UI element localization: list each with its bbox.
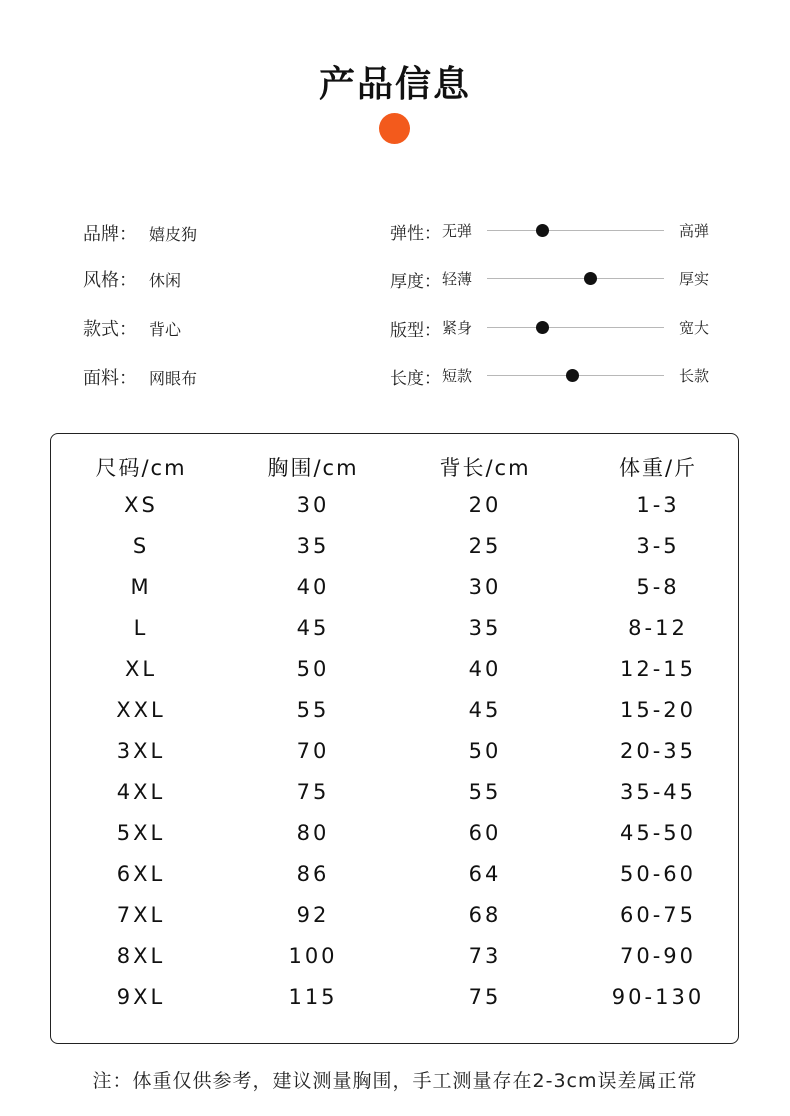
accent-dot — [379, 113, 410, 144]
table-cell: 55 — [296, 698, 330, 722]
table-cell: 35-45 — [619, 780, 697, 804]
table-cell: 8-12 — [628, 616, 688, 640]
table-cell: 6XL — [116, 862, 166, 886]
table-cell: 30 — [296, 493, 330, 517]
table-cell: 75 — [296, 780, 330, 804]
slider-low-label: 无弹 — [442, 222, 473, 240]
table-cell: 100 — [288, 944, 338, 968]
table-cell: 15-20 — [619, 698, 697, 722]
attribute-value: 嬉皮狗 — [149, 225, 198, 244]
table-cell: 86 — [296, 862, 330, 886]
table-cell: 92 — [296, 903, 330, 927]
table-cell: 75 — [468, 985, 502, 1009]
table-cell: 80 — [296, 821, 330, 845]
table-cell: 9XL — [116, 985, 166, 1009]
table-cell: 60-75 — [619, 903, 697, 927]
slider-track — [487, 327, 664, 328]
table-cell: 5-8 — [636, 575, 680, 599]
table-cell: S — [132, 534, 150, 558]
slider-knob — [566, 369, 579, 382]
table-cell: 45-50 — [619, 821, 697, 845]
attribute-value: 背心 — [149, 320, 182, 339]
attribute-value: 网眼布 — [149, 369, 198, 388]
table-cell: 3XL — [116, 739, 166, 763]
table-cell: XXL — [116, 698, 166, 722]
slider-high-label: 长款 — [679, 367, 710, 385]
table-cell: 50 — [296, 657, 330, 681]
table-cell: 25 — [468, 534, 502, 558]
table-cell: 12-15 — [619, 657, 697, 681]
table-cell: 64 — [468, 862, 502, 886]
table-cell: 70 — [296, 739, 330, 763]
attribute-row — [83, 266, 181, 292]
table-cell: 60 — [468, 821, 502, 845]
table-cell: 50-60 — [619, 862, 697, 886]
table-cell: 45 — [296, 616, 330, 640]
slider-label: 版型： — [390, 321, 441, 341]
slider-high-label: 厚实 — [679, 270, 710, 288]
table-cell: 35 — [468, 616, 502, 640]
table-header-cell: 尺码/cm — [95, 456, 187, 480]
slider-track — [487, 278, 664, 279]
table-cell: 7XL — [116, 903, 166, 927]
property-slider-row — [390, 364, 720, 388]
table-cell: 5XL — [116, 821, 166, 845]
table-cell: 115 — [288, 985, 338, 1009]
slider-track — [487, 230, 664, 231]
table-header-cell: 背长/cm — [439, 456, 531, 480]
table-cell: 50 — [468, 739, 502, 763]
table-cell: XL — [124, 657, 158, 681]
table-cell: 20-35 — [619, 739, 697, 763]
table-cell: 8XL — [116, 944, 166, 968]
slider-low-label: 短款 — [442, 367, 473, 385]
table-cell: 40 — [296, 575, 330, 599]
attribute-row — [83, 315, 181, 341]
slider-high-label: 高弹 — [679, 222, 710, 240]
slider-high-label: 宽大 — [679, 319, 710, 337]
table-cell: 1-3 — [636, 493, 680, 517]
table-cell: 55 — [468, 780, 502, 804]
table-header-cell: 胸围/cm — [267, 456, 359, 480]
slider-label: 弹性： — [390, 224, 441, 244]
slider-knob — [536, 321, 549, 334]
slider-knob — [536, 224, 549, 237]
attribute-key: 款式： — [83, 319, 137, 340]
table-cell: 73 — [468, 944, 502, 968]
attribute-key: 面料： — [83, 368, 137, 389]
table-cell: 3-5 — [636, 534, 680, 558]
attribute-key: 风格： — [83, 270, 137, 291]
table-cell: 68 — [468, 903, 502, 927]
table-cell: 4XL — [116, 780, 166, 804]
table-cell: M — [130, 575, 152, 599]
measurement-note: 注：体重仅供参考，建议测量胸围，手工测量存在2-3cm误差属正常 — [92, 1070, 698, 1092]
table-cell: 30 — [468, 575, 502, 599]
attribute-row — [83, 220, 197, 246]
property-slider-row — [390, 267, 720, 291]
property-slider-row — [390, 219, 720, 243]
slider-knob — [584, 272, 597, 285]
slider-low-label: 紧身 — [442, 319, 473, 337]
table-cell: XS — [124, 493, 158, 517]
slider-label: 长度： — [390, 369, 441, 389]
property-slider-row — [390, 316, 720, 340]
attribute-key: 品牌： — [83, 224, 137, 245]
table-cell: 90-130 — [611, 985, 705, 1009]
table-cell: 70-90 — [619, 944, 697, 968]
page-title: 产品信息 — [318, 64, 471, 105]
size-table — [50, 433, 739, 1044]
table-header-cell: 体重/斤 — [618, 456, 698, 480]
table-cell: 20 — [468, 493, 502, 517]
slider-label: 厚度： — [390, 272, 441, 292]
table-cell: L — [133, 616, 149, 640]
attribute-value: 休闲 — [149, 271, 182, 290]
table-cell: 35 — [296, 534, 330, 558]
slider-low-label: 轻薄 — [442, 270, 473, 288]
attribute-row — [83, 364, 197, 390]
table-cell: 40 — [468, 657, 502, 681]
table-cell: 45 — [468, 698, 502, 722]
